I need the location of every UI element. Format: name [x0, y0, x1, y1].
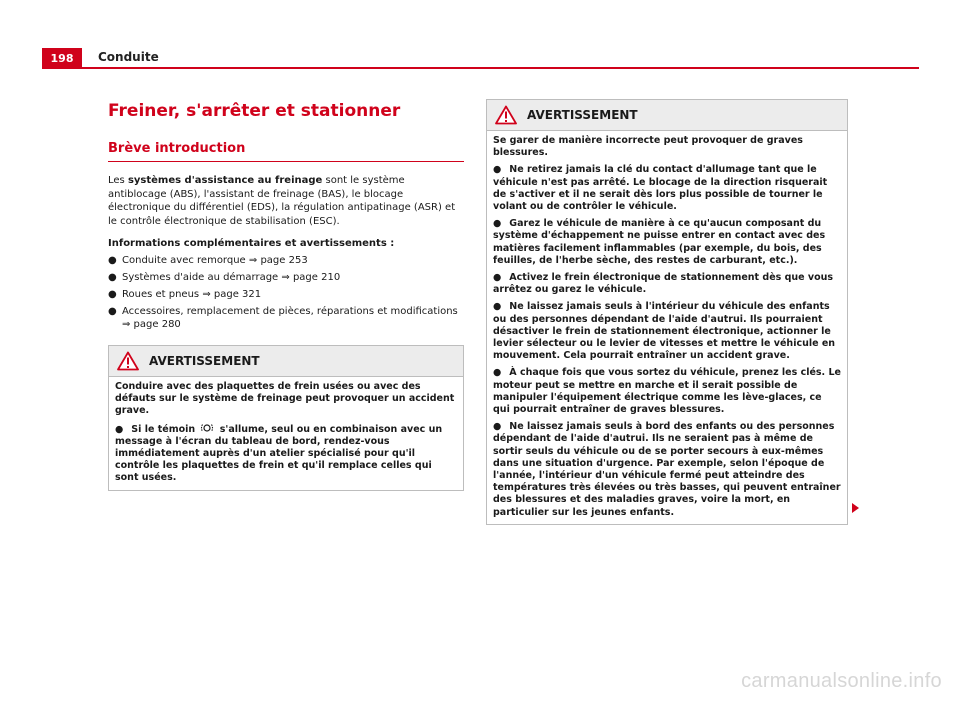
bullet: ● [493, 367, 502, 379]
warning-item-text: Ne laissez jamais seuls à l'intérieur du véhicule des enfants ou des personnes dépendant de l'aide d'autrui. Ils pourraient désactiver le frein de stationnement électronique, actionner le levier sélecteur ou le levier de vitesses et mettre le véhicule en mouvement. Cela pourrait entraîner un accident grave. [493, 301, 836, 362]
reference-text: Roues et pneus ⇒ page 321 [122, 289, 262, 300]
list-item[interactable] [108, 305, 464, 331]
warning-body [487, 131, 847, 524]
warning-item-text: Ne retirez jamais la clé du contact d'allumage tant que le véhicule n'est pas arrêté. Le blocage de la direction risquerait de s'activer et il ne serait dès lors plus possible de tourner le volant ou de contrôler le véhicule. [493, 164, 828, 213]
bullet: ● [493, 218, 502, 230]
warning-box-brakes [108, 345, 464, 491]
bullet: ● [108, 289, 117, 300]
warning-lead: Conduire avec des plaquettes de frein usées ou avec des défauts sur le système de freinage peut provoquer un accident grave. [115, 381, 455, 417]
bullet: ● [115, 423, 124, 435]
list-item[interactable] [108, 288, 464, 301]
warning-item-text: Garez le véhicule de manière à ce qu'aucun composant du système d'échappement ne puisse entrer en contact avec des matières facilement inflammables (par exemple, du bois, des feuilles, de l'herbe sèche, des restes de carburant, etc.). [493, 218, 826, 266]
warning-triangle-icon [117, 351, 139, 371]
intro-paragraph [108, 174, 464, 228]
warning-triangle-icon [495, 105, 517, 125]
bullet: ● [108, 255, 117, 266]
reference-list [108, 254, 464, 331]
warning-title: AVERTISSEMENT [149, 354, 260, 368]
watermark: carmanualsonline.info [741, 670, 942, 692]
warning-lead: Se garer de manière incorrecte peut provoquer de graves blessures. [493, 135, 803, 159]
brake-pad-warning-lamp-icon [200, 423, 214, 433]
warning-box-parking [486, 99, 848, 525]
left-column [108, 100, 464, 491]
warning-header [487, 100, 847, 131]
warning-item-post: s'allume, seul ou en combinaison avec un message à l'écran du tableau de bord, rendez-vous immédiatement auprès d'un atelier spécialisé pour qu'il contrôle les plaquettes de frein et qu'il remplace celles qui sont usées. [115, 423, 443, 484]
warning-header [109, 346, 463, 377]
list-item [115, 423, 457, 485]
bullet: ● [108, 306, 117, 317]
warning-body [109, 377, 463, 490]
bullet: ● [493, 272, 502, 284]
right-column [486, 99, 848, 525]
bullet: ● [493, 301, 502, 313]
page-number: 198 [42, 48, 82, 68]
intro-bold: systèmes d'assistance au freinage [127, 175, 323, 186]
header-rule [42, 67, 919, 69]
section-subtitle: Brève introduction [108, 141, 464, 162]
reference-text: Systèmes d'aide au démarrage ⇒ page 210 [122, 272, 341, 283]
list-item [493, 367, 841, 416]
bullet: ● [493, 421, 502, 433]
info-heading: Informations complémentaires et avertissements : [108, 238, 395, 249]
bullet: ● [493, 164, 502, 176]
warning-item-text: Ne laissez jamais seuls à bord des enfants ou des personnes dépendant de l'aide d'autrui. Ils ne seraient pas à même de sortir seuls du véhicule ou de se porter secours à eux-mêmes dans une situation d'urgence. Par exemple, selon l'époque de l'année, l'intérieur d'un véhicule fermé peut atteindre des températures très élevées ou très basses, qui peuvent entraîner des blessures et des maladies graves, voire la mort, en particulier sur les jeunes enfants. [493, 421, 841, 518]
bullet: ● [108, 272, 117, 283]
continue-arrow-icon [852, 503, 859, 513]
warning-title: AVERTISSEMENT [527, 108, 638, 122]
warning-list [493, 164, 841, 518]
running-header: Conduite [98, 50, 159, 64]
warning-item-text: Activez le frein électronique de stationnement dès que vous arrêtez ou garez le véhicule. [493, 272, 834, 296]
intro-post: sont le système antiblocage (ABS), l'assistant de freinage (BAS), le blocage électronique du différentiel (EDS), la régulation antipatinage (ASR) et le contrôle électronique de stabilisation (ESC). [108, 175, 456, 227]
warning-item-text: À chaque fois que vous sortez du véhicule, prenez les clés. Le moteur peut se mettre en marche et il serait possible de manipuler l'équipement électrique comme les lève-glaces, ce qui pourrait entraîner de graves blessures. [493, 367, 841, 416]
warning-item-pre: Si le témoin [131, 423, 196, 435]
list-item [493, 301, 841, 362]
list-item [493, 272, 841, 296]
list-item [493, 164, 841, 213]
warning-list [115, 423, 457, 485]
reference-text: Accessoires, remplacement de pièces, réparations et modifications ⇒ page 280 [122, 306, 458, 330]
intro-pre: Les [108, 175, 128, 186]
reference-text: Conduite avec remorque ⇒ page 253 [122, 255, 308, 266]
list-item[interactable] [108, 254, 464, 267]
list-item [493, 218, 841, 267]
list-item [493, 421, 841, 519]
list-item[interactable] [108, 271, 464, 284]
page-title: Freiner, s'arrêter et stationner [108, 101, 401, 121]
